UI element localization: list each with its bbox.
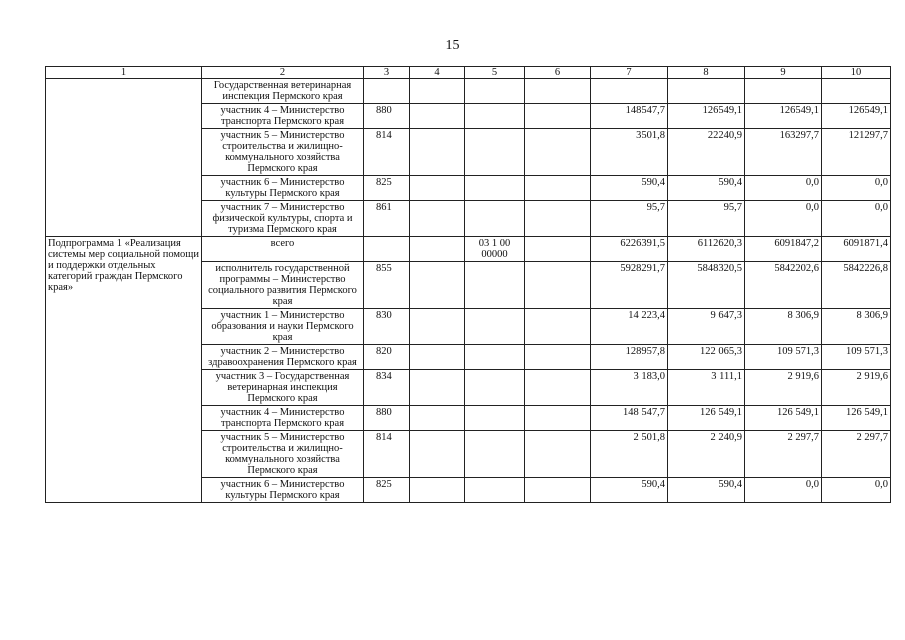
empty-cell bbox=[525, 237, 591, 262]
amount-cell: 3 183,0 bbox=[591, 370, 668, 406]
code-cell: 814 bbox=[364, 431, 410, 478]
empty-cell bbox=[410, 262, 465, 309]
amount-cell: 590,4 bbox=[591, 176, 668, 201]
classification-cell bbox=[465, 129, 525, 176]
recipient-cell: участник 3 – Государственная ветеринарная инспекция Пермского края bbox=[202, 370, 364, 406]
empty-cell bbox=[410, 79, 465, 104]
amount-cell: 126 549,1 bbox=[822, 406, 891, 431]
amount-cell: 6091847,2 bbox=[745, 237, 822, 262]
column-header: 10 bbox=[822, 67, 891, 79]
empty-cell bbox=[410, 370, 465, 406]
amount-cell: 8 306,9 bbox=[745, 309, 822, 345]
amount-cell: 2 919,6 bbox=[745, 370, 822, 406]
amount-cell bbox=[745, 79, 822, 104]
classification-cell bbox=[465, 201, 525, 237]
amount-cell: 0,0 bbox=[822, 176, 891, 201]
recipient-cell: участник 5 – Министерство строительства и жилищно-коммунального хозяйства Пермского края bbox=[202, 431, 364, 478]
code-cell: 861 bbox=[364, 201, 410, 237]
empty-cell bbox=[525, 104, 591, 129]
amount-cell: 163297,7 bbox=[745, 129, 822, 176]
recipient-cell: участник 6 – Министерство культуры Пермского края bbox=[202, 176, 364, 201]
amount-cell: 2 297,7 bbox=[822, 431, 891, 478]
empty-cell bbox=[525, 176, 591, 201]
code-cell: 825 bbox=[364, 176, 410, 201]
classification-cell bbox=[465, 370, 525, 406]
classification-cell bbox=[465, 478, 525, 503]
code-cell: 820 bbox=[364, 345, 410, 370]
amount-cell: 126 549,1 bbox=[668, 406, 745, 431]
table-row bbox=[46, 79, 891, 104]
classification-cell bbox=[465, 262, 525, 309]
classification-cell bbox=[465, 176, 525, 201]
amount-cell: 109 571,3 bbox=[822, 345, 891, 370]
amount-cell: 0,0 bbox=[822, 478, 891, 503]
amount-cell: 5928291,7 bbox=[591, 262, 668, 309]
amount-cell: 5842202,6 bbox=[745, 262, 822, 309]
amount-cell: 590,4 bbox=[668, 176, 745, 201]
amount-cell: 6091871,4 bbox=[822, 237, 891, 262]
empty-cell bbox=[410, 237, 465, 262]
amount-cell: 126549,1 bbox=[745, 104, 822, 129]
column-header: 3 bbox=[364, 67, 410, 79]
empty-cell bbox=[525, 79, 591, 104]
empty-cell bbox=[410, 431, 465, 478]
recipient-cell: участник 1 – Министерство образования и науки Пермского края bbox=[202, 309, 364, 345]
amount-cell: 2 501,8 bbox=[591, 431, 668, 478]
amount-cell: 3 111,1 bbox=[668, 370, 745, 406]
recipient-cell: участник 4 – Министерство транспорта Пермского края bbox=[202, 104, 364, 129]
recipient-cell: всего bbox=[202, 237, 364, 262]
column-header: 1 bbox=[46, 67, 202, 79]
amount-cell: 9 647,3 bbox=[668, 309, 745, 345]
column-header: 4 bbox=[410, 67, 465, 79]
header-row bbox=[46, 67, 891, 79]
classification-cell bbox=[465, 79, 525, 104]
amount-cell: 122 065,3 bbox=[668, 345, 745, 370]
amount-cell: 590,4 bbox=[668, 478, 745, 503]
amount-cell: 0,0 bbox=[745, 176, 822, 201]
classification-cell bbox=[465, 406, 525, 431]
classification-cell bbox=[465, 104, 525, 129]
amount-cell: 121297,7 bbox=[822, 129, 891, 176]
code-cell bbox=[364, 79, 410, 104]
amount-cell: 22240,9 bbox=[668, 129, 745, 176]
empty-cell bbox=[410, 309, 465, 345]
recipient-cell: участник 4 – Министерство транспорта Пермского края bbox=[202, 406, 364, 431]
column-header: 8 bbox=[668, 67, 745, 79]
empty-cell bbox=[525, 431, 591, 478]
amount-cell: 0,0 bbox=[822, 201, 891, 237]
table-row bbox=[46, 237, 891, 262]
empty-cell bbox=[525, 406, 591, 431]
classification-cell: 03 1 00 00000 bbox=[465, 237, 525, 262]
empty-cell bbox=[410, 478, 465, 503]
code-cell: 814 bbox=[364, 129, 410, 176]
column-header: 2 bbox=[202, 67, 364, 79]
empty-cell bbox=[410, 129, 465, 176]
empty-cell bbox=[410, 201, 465, 237]
column-header: 5 bbox=[465, 67, 525, 79]
empty-cell bbox=[410, 345, 465, 370]
code-cell: 830 bbox=[364, 309, 410, 345]
code-cell: 855 bbox=[364, 262, 410, 309]
amount-cell: 6226391,5 bbox=[591, 237, 668, 262]
empty-cell bbox=[525, 345, 591, 370]
continuation-cell bbox=[46, 79, 202, 237]
amount-cell: 126549,1 bbox=[822, 104, 891, 129]
code-cell: 825 bbox=[364, 478, 410, 503]
amount-cell: 0,0 bbox=[745, 201, 822, 237]
column-header: 7 bbox=[591, 67, 668, 79]
amount-cell: 148547,7 bbox=[591, 104, 668, 129]
recipient-cell: исполнитель государственной программы – Министерство социального развития Пермского края bbox=[202, 262, 364, 309]
budget-table bbox=[45, 66, 891, 503]
subprogram-title: Подпрограмма 1 «Реализация системы мер социальной помощи и поддержки отдельных категорий граждан Пермского края» bbox=[46, 237, 202, 503]
recipient-cell: Государственная ветеринарная инспекция Пермского края bbox=[202, 79, 364, 104]
empty-cell bbox=[525, 370, 591, 406]
recipient-cell: участник 6 – Министерство культуры Пермского края bbox=[202, 478, 364, 503]
amount-cell: 95,7 bbox=[668, 201, 745, 237]
amount-cell: 126 549,1 bbox=[745, 406, 822, 431]
empty-cell bbox=[525, 129, 591, 176]
page-number: 15 bbox=[445, 38, 460, 53]
amount-cell bbox=[822, 79, 891, 104]
recipient-cell: участник 2 – Министерство здравоохранения Пермского края bbox=[202, 345, 364, 370]
amount-cell: 95,7 bbox=[591, 201, 668, 237]
code-cell bbox=[364, 237, 410, 262]
empty-cell bbox=[525, 309, 591, 345]
classification-cell bbox=[465, 309, 525, 345]
empty-cell bbox=[410, 176, 465, 201]
amount-cell: 3501,8 bbox=[591, 129, 668, 176]
amount-cell: 2 240,9 bbox=[668, 431, 745, 478]
amount-cell: 2 919,6 bbox=[822, 370, 891, 406]
column-header: 6 bbox=[525, 67, 591, 79]
recipient-cell: участник 7 – Министерство физической культуры, спорта и туризма Пермского края bbox=[202, 201, 364, 237]
empty-cell bbox=[525, 478, 591, 503]
amount-cell: 128957,8 bbox=[591, 345, 668, 370]
amount-cell: 14 223,4 bbox=[591, 309, 668, 345]
amount-cell: 126549,1 bbox=[668, 104, 745, 129]
empty-cell bbox=[525, 262, 591, 309]
classification-cell bbox=[465, 345, 525, 370]
code-cell: 880 bbox=[364, 406, 410, 431]
amount-cell: 0,0 bbox=[745, 478, 822, 503]
amount-cell: 590,4 bbox=[591, 478, 668, 503]
column-header: 9 bbox=[745, 67, 822, 79]
amount-cell: 5848320,5 bbox=[668, 262, 745, 309]
amount-cell bbox=[668, 79, 745, 104]
code-cell: 834 bbox=[364, 370, 410, 406]
amount-cell: 5842226,8 bbox=[822, 262, 891, 309]
empty-cell bbox=[525, 201, 591, 237]
code-cell: 880 bbox=[364, 104, 410, 129]
empty-cell bbox=[410, 406, 465, 431]
amount-cell: 8 306,9 bbox=[822, 309, 891, 345]
amount-cell: 109 571,3 bbox=[745, 345, 822, 370]
amount-cell: 2 297,7 bbox=[745, 431, 822, 478]
recipient-cell: участник 5 – Министерство строительства и жилищно-коммунального хозяйства Пермского края bbox=[202, 129, 364, 176]
empty-cell bbox=[410, 104, 465, 129]
classification-cell bbox=[465, 431, 525, 478]
amount-cell: 148 547,7 bbox=[591, 406, 668, 431]
amount-cell: 6112620,3 bbox=[668, 237, 745, 262]
amount-cell bbox=[591, 79, 668, 104]
table-body bbox=[46, 79, 891, 503]
